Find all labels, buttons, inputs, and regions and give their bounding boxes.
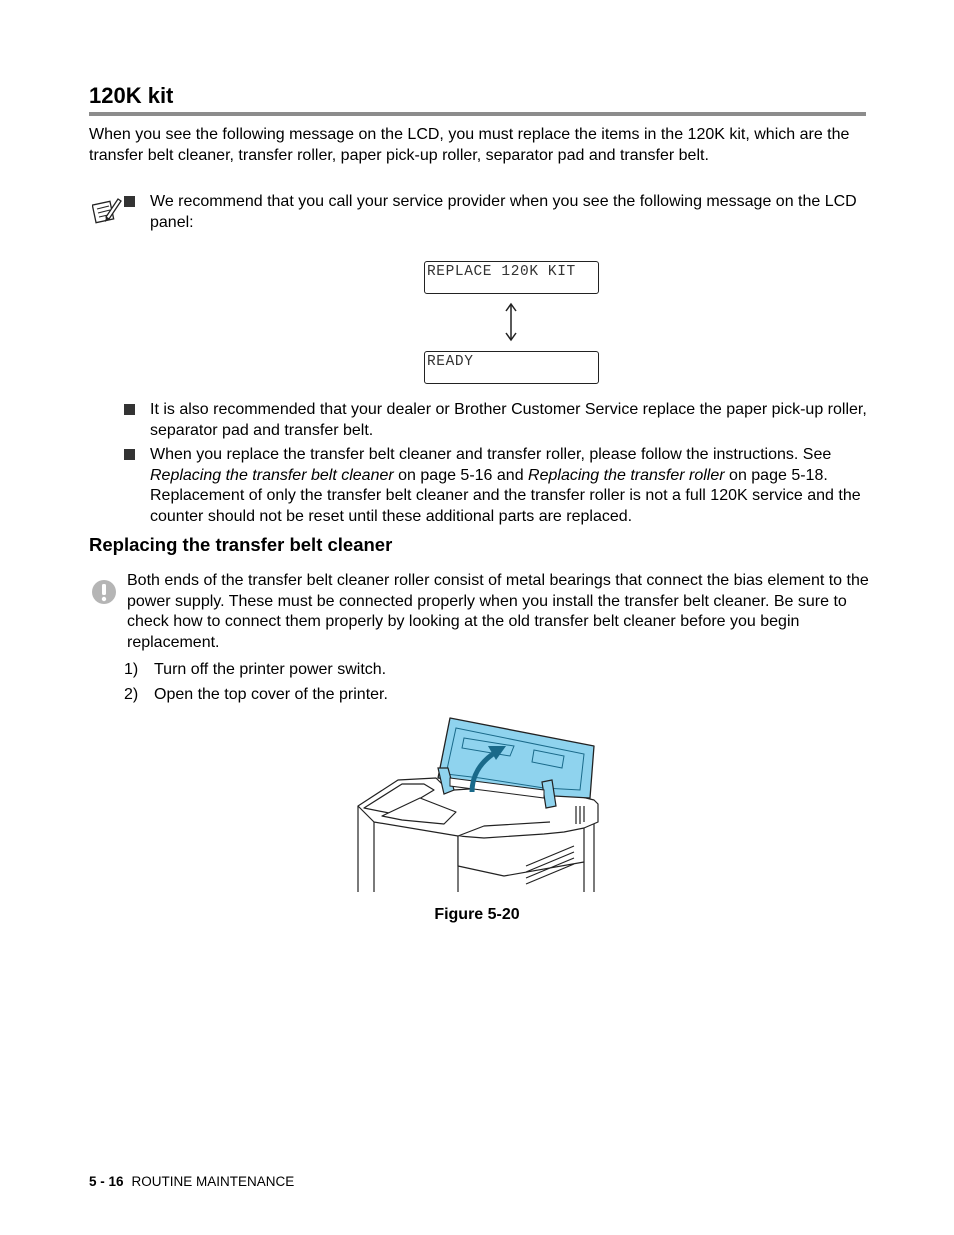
intro-paragraph: When you see the following message on the LCD, you must replace the items in the 120K kit, which are the transfer belt cleaner, transfer roller, paper pick-up roller, separator pad and transfer belt. bbox=[89, 126, 850, 164]
note-bullet-2 bbox=[124, 400, 869, 442]
page-number: 5 - 16 bbox=[89, 1174, 124, 1189]
printer-open-cover-illustration bbox=[354, 716, 602, 894]
lcd-display-ready: READY bbox=[424, 351, 599, 384]
chapter-name: ROUTINE MAINTENANCE bbox=[131, 1174, 295, 1189]
cross-reference-2: Replacing the transfer roller bbox=[528, 466, 725, 484]
heading-rule bbox=[89, 112, 866, 116]
caution-text: Both ends of the transfer belt cleaner roller consist of metal bearings that connect the bias element to the power supply. These must be connected properly when you install the transfer belt cleaner. Be sure to check how to connect them properly by looking at the old transfer belt cleaner before you begin replacement. bbox=[127, 572, 869, 651]
note-pencil-icon bbox=[92, 195, 122, 225]
lcd-display-replace: REPLACE 120K KIT bbox=[424, 261, 599, 294]
section-heading: Replacing the transfer belt cleaner bbox=[89, 534, 393, 555]
figure-caption: Figure 5-20 bbox=[434, 906, 520, 923]
page-title: 120K kit bbox=[89, 83, 174, 108]
bullet-square bbox=[124, 404, 135, 415]
note-bullet-2-text: It is also recommended that your dealer or Brother Customer Service replace the paper pick-up roller, separator pad and transfer belt. bbox=[150, 401, 867, 439]
step-text: Turn off the printer power switch. bbox=[154, 661, 387, 678]
page-footer bbox=[89, 1174, 294, 1189]
double-arrow-icon bbox=[503, 302, 519, 342]
caution-exclamation-icon bbox=[91, 579, 117, 605]
bullet-square bbox=[124, 196, 135, 207]
note-bullet-1-text: We recommend that you call your service provider when you see the following message on the LCD panel: bbox=[150, 193, 857, 231]
step-number: 1) bbox=[124, 661, 139, 678]
step-text: Open the top cover of the printer. bbox=[154, 686, 388, 703]
bullet-square bbox=[124, 449, 135, 460]
cross-reference-1: Replacing the transfer belt cleaner bbox=[150, 466, 394, 484]
note-bullet-3-text: When you replace the transfer belt cleaner and transfer roller, please follow the instructions. See Replacing the transfer belt cleaner on page 5-16 and Replacing the transfer roller on page 5-18. Replacement of only the transfer belt cleaner and the transfer roller is not a full 120K service and the counter should not be reset until these additional parts are replaced. bbox=[150, 446, 861, 525]
note-bullet-3 bbox=[124, 445, 869, 529]
step-number: 2) bbox=[124, 686, 139, 703]
note-bullet-1 bbox=[124, 192, 869, 234]
